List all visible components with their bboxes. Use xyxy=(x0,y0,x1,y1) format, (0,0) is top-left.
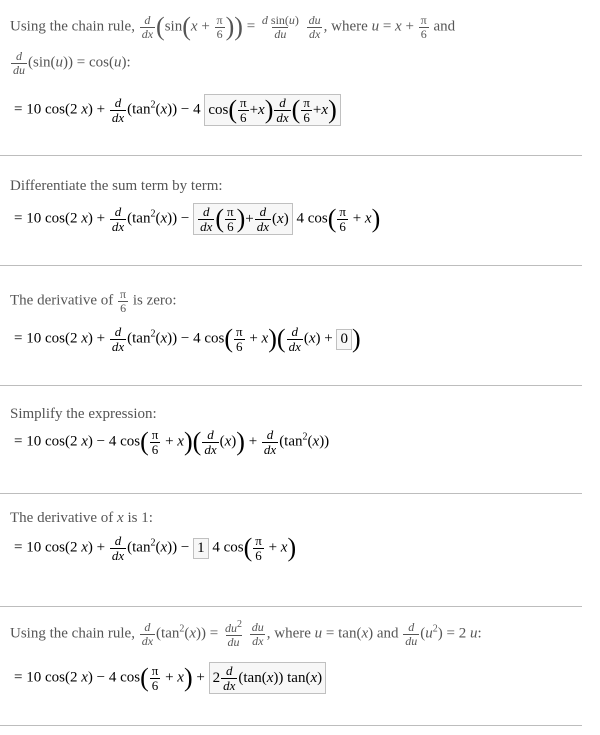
step-6-caption: Using the chain rule, $\frac{d}{dx}$ $(\tan^2(x))$ = $\frac{du^2}{du}$ $\frac{du}{dx}$ , where u = tan(x) and $\frac{d}{du}$ $(u^2) = 2$ u: xyxy=(10,619,482,649)
divider xyxy=(0,265,582,266)
step-2-caption: Differentiate the sum term by term: xyxy=(10,178,223,194)
step-3-caption: The derivative of $\frac{\pi}{6}$ is zero: xyxy=(10,287,177,315)
divider xyxy=(0,385,582,386)
highlight-box: cos ( $\frac{\pi}{6}$ + x ) $\frac{d}{dx}$ ( $\frac{\pi}{6}$ + x ) xyxy=(204,94,340,126)
highlight-box: 0 xyxy=(336,329,352,350)
step-1-result: = 10 cos(2 x) + $\frac{d}{dx}$ $(\tan^2(x)) - 4$ cos ( $\frac{\pi}{6}$ + x ) $\frac{d}{dx}$ ( $\frac{\pi}{6}$ + x ) xyxy=(14,94,341,126)
step-6-result: = 10 cos(2 x) − 4 cos( $\frac{\pi}{6}$ + x) + 2 $\frac{d}{dx}$ (tan( x )) tan( x ) xyxy=(14,662,326,694)
step-3-result: = 10 cos(2 x) + $\frac{d}{dx}$ $(\tan^2(x)) - 4$ cos( $\frac{\pi}{6}$ + x)( $\frac{d}{dx}$ (x) + 0 ) xyxy=(14,324,361,354)
highlight-box: 2 $\frac{d}{dx}$ (tan( x )) tan( x ) xyxy=(209,662,327,694)
divider xyxy=(0,155,582,156)
divider xyxy=(0,493,582,494)
divider xyxy=(0,606,582,607)
step-5-result: = 10 cos(2 x) + $\frac{d}{dx}$ $(\tan^2(x)) - 1$ 4 cos( $\frac{\pi}{6}$ + x) xyxy=(14,533,297,563)
divider xyxy=(0,725,582,726)
highlight-box: $\frac{d}{dx}$ ( $\frac{\pi}{6}$ ) + $\frac{d}{dx}$ ( x ) xyxy=(193,203,293,235)
step-4-result: = 10 cos(2 x) − 4 cos( $\frac{\pi}{6}$ + x)( $\frac{d}{dx}$ (x)) + $\frac{d}{dx}$ $(\tan^2(x))$ xyxy=(14,427,330,457)
step-4-caption: Simplify the expression: xyxy=(10,406,157,422)
step-5-caption: The derivative of x is 1: xyxy=(10,510,153,526)
step-1-caption-cont: $\frac{d}{du}$ (sin(u)) = cos(u): xyxy=(13,49,131,77)
step-2-result: = 10 cos(2 x) + $\frac{d}{dx}$ $(\tan^2(x))$ − $\frac{d}{dx}$ ( $\frac{\pi}{6}$ ) + $\frac{d}{dx}$ ( x ) 4 cos( $\frac{\pi}{6}$ + x) xyxy=(14,204,381,234)
step-1-caption: Using the chain rule, $\frac{d}{dx}$ (sin(x + $\frac{\pi}{6}$ )) = $\frac{\text{d sin(u)}}{du}$ $\frac{du}{dx}$ , where u = x + $\frac{\pi}{6}$ and xyxy=(10,12,456,42)
highlight-box: 1 xyxy=(193,538,209,559)
